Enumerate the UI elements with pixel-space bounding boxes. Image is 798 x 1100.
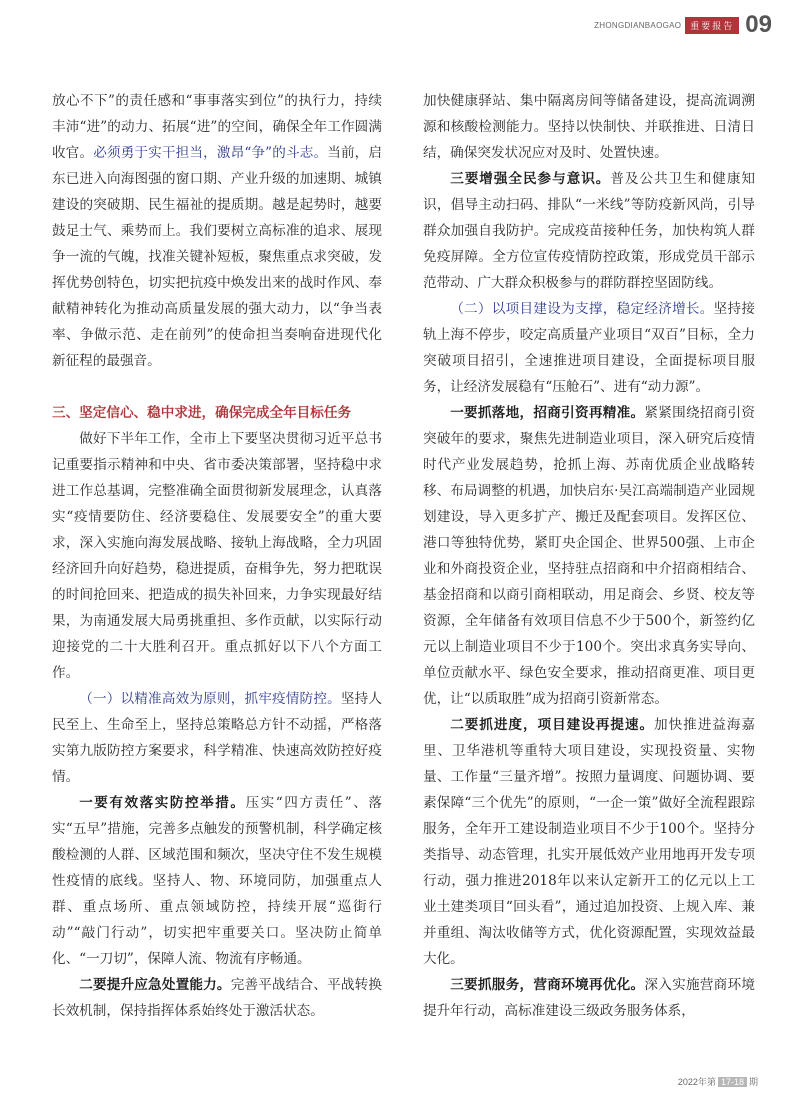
item-heading: 二要抓进度，项目建设再提速。 (450, 717, 655, 733)
page-footer (678, 1075, 758, 1088)
paragraph (52, 686, 382, 790)
section-heading: 三、坚定信心、稳中求进，确保完成全年目标任务 (52, 405, 352, 421)
page-number: 09 (745, 11, 772, 38)
paragraph (52, 790, 382, 972)
issue-badge: 17-18 (718, 1077, 747, 1087)
paragraph (423, 972, 755, 1024)
item-heading: 二要提升应急处置能力。 (79, 977, 231, 993)
subsection-heading: （一）以精准高效为原则，抓牢疫情防控。 (79, 691, 341, 707)
item-heading: 三要抓服务，营商环境再优化。 (450, 977, 645, 993)
paragraph (52, 972, 382, 1024)
item-heading: 一要抓落地，招商引资再精准。 (450, 405, 645, 421)
text-run: 加快推进益海嘉里、卫华港机等重特大项目建设，实现投资量、实物量、工作量“三量齐增”。按照力量调度、问题协调、要素保障“三个优先”的原则，“一企一策”做好全流程跟踪服务，全年开工建设制造业项目不少于100个。坚持分类指导、动态管理，扎实开展低效产业用地再开发专项行动，强力推进2018年以来认定新开工的亿元以上工业土建类项目“回头看”，通过追加投资、上规入库、兼并重组、淘汰收储等方式，优化资源配置，实现效益最大化。 (423, 717, 756, 967)
paragraph (423, 166, 755, 296)
paragraph (423, 712, 755, 972)
footer-qi: 期 (748, 1077, 758, 1087)
emphasis-blue: 必须勇于实干担当，激昂“争”的斗志。 (93, 145, 328, 161)
text-run: 完善平战结合、平战转换长效机制，保持指挥体系始终处于激活状态。 (52, 977, 383, 1019)
paragraph (52, 88, 382, 374)
subsection-heading: （二）以项目建设为支撑，稳定经济增长。 (450, 301, 714, 317)
text-run: 压实“四方责任”、落实“五早”措施，完善多点触发的预警机制，科学确定核酸检测的人群、区域范围和频次，坚决守住不发生规模性疫情的底线。坚持人、物、环境同防，加强重点人群、重点场所、重点领域防控，持续开展“巡街行动”“敲门行动”，切实把牢重要关口。坚决防止简单化、“一刀切”，保障人流、物流有序畅通。 (52, 795, 382, 967)
text-run: 放心不下”的责任感和“事事落实到位”的执行力，持续丰沛“进”的动力、拓展“进”的空间，确保全年工作圆满收官。 (52, 93, 382, 161)
text-run: 紧紧围绕招商引资突破年的要求，聚焦先进制造业项目，深入研究后疫情时代产业发展趋势，抢抓上海、苏南优质企业战略转移、布局调整的机遇，加快启东·吴江高端制造产业园规划建设，导入更多扩产、搬迁及配套项目。发挥区位、港口等独特优势，紧盯央企国企、世界500强、上市企业和外商投资企业，坚持驻点招商和中介招商相结合、基金招商和以商引商相联动，用足商会、乡贤、校友等资源，全年储备有效项目信息不少于500个，新签约亿元以上制造业项目不少于100个。突出求真务实导向、单位贡献水平、绿色安全要求，推动招商更准、项目更优，让“以质取胜”成为招商引资新常态。 (423, 405, 756, 707)
paragraph (423, 296, 755, 400)
item-heading: 一要有效落实防控举措。 (79, 795, 246, 811)
paragraph: 加快健康驿站、集中隔离房间等储备建设，提高流调溯源和核酸检测能力。坚持以快制快、并联推进、日清日结，确保突发状况应对及时、处置快速。 (423, 93, 755, 161)
paragraph: 做好下半年工作，全市上下要坚决贯彻习近平总书记重要指示精神和中央、省市委决策部署，坚持稳中求进工作总基调，完整准确全面贯彻新发展理念，认真落实“疫情要防住、经济要稳住、发展要安全”的重大要求，深入实施向海发展战略、接轨上海战略，全力巩固经济回升向好趋势，稳进提质，奋楫争先，努力把耽误的时间抢回来、把造成的损失补回来，力争实现最好结果，为南通发展大局勇挑重担、多作贡献，以实际行动迎接党的二十大胜利召开。重点抓好以下八个方面工作。 (52, 431, 382, 681)
text-run: 坚持人民至上、生命至上，坚持总策略总方针不动摇，严格落实第九版防控方案要求，科学精准、快速高效防控好疫情。 (52, 691, 383, 785)
text-run: 坚持接轨上海不停步，咬定高质量产业项目“双百”目标，全力突破项目招引，全速推进项目建设，全面提标项目服务，让经济发展稳有“压舱石”、进有“动力源”。 (423, 301, 756, 395)
text-run: 深入实施营商环境提升年行动，高标准建设三级政务服务体系， (423, 977, 756, 1019)
paragraph (423, 400, 755, 712)
footer-di: 第 (706, 1077, 716, 1087)
footer-year: 2022年 (677, 1077, 707, 1087)
page-header (594, 10, 772, 40)
brand-name: ZHONGDIANBAOGAO (594, 20, 682, 30)
item-heading: 三要增强全民参与意识。 (450, 171, 611, 187)
text-run: 普及公共卫生和健康知识，倡导主动扫码、排队“一米线”等防疫新风尚，引导群众加强自我防护。完成疫苗接种任务，加快构筑人群免疫屏障。全方位宣传疫情防控政策，形成党员干部示范带动、广大群众积极参与的群防群控坚固防线。 (423, 171, 756, 291)
left-column (52, 88, 382, 1024)
right-column (423, 88, 755, 1024)
section-badge: 重要报告 (685, 17, 739, 34)
text-run: 当前，启东已进入向海图强的窗口期、产业升级的加速期、城镇建设的突破期、民生福祉的提质期。越是起势时，越要鼓足士气、乘势而上。我们要树立高标准的追求、展现争一流的气魄，找准关键补短板，聚焦重点求突破，发挥优势创特色，切实把抗疫中焕发出来的战时作风、奉献精神转化为推动高质量发展的强大动力，以“争当表率、争做示范、走在前列”的使命担当奏响奋进现代化新征程的最强音。 (52, 145, 383, 369)
